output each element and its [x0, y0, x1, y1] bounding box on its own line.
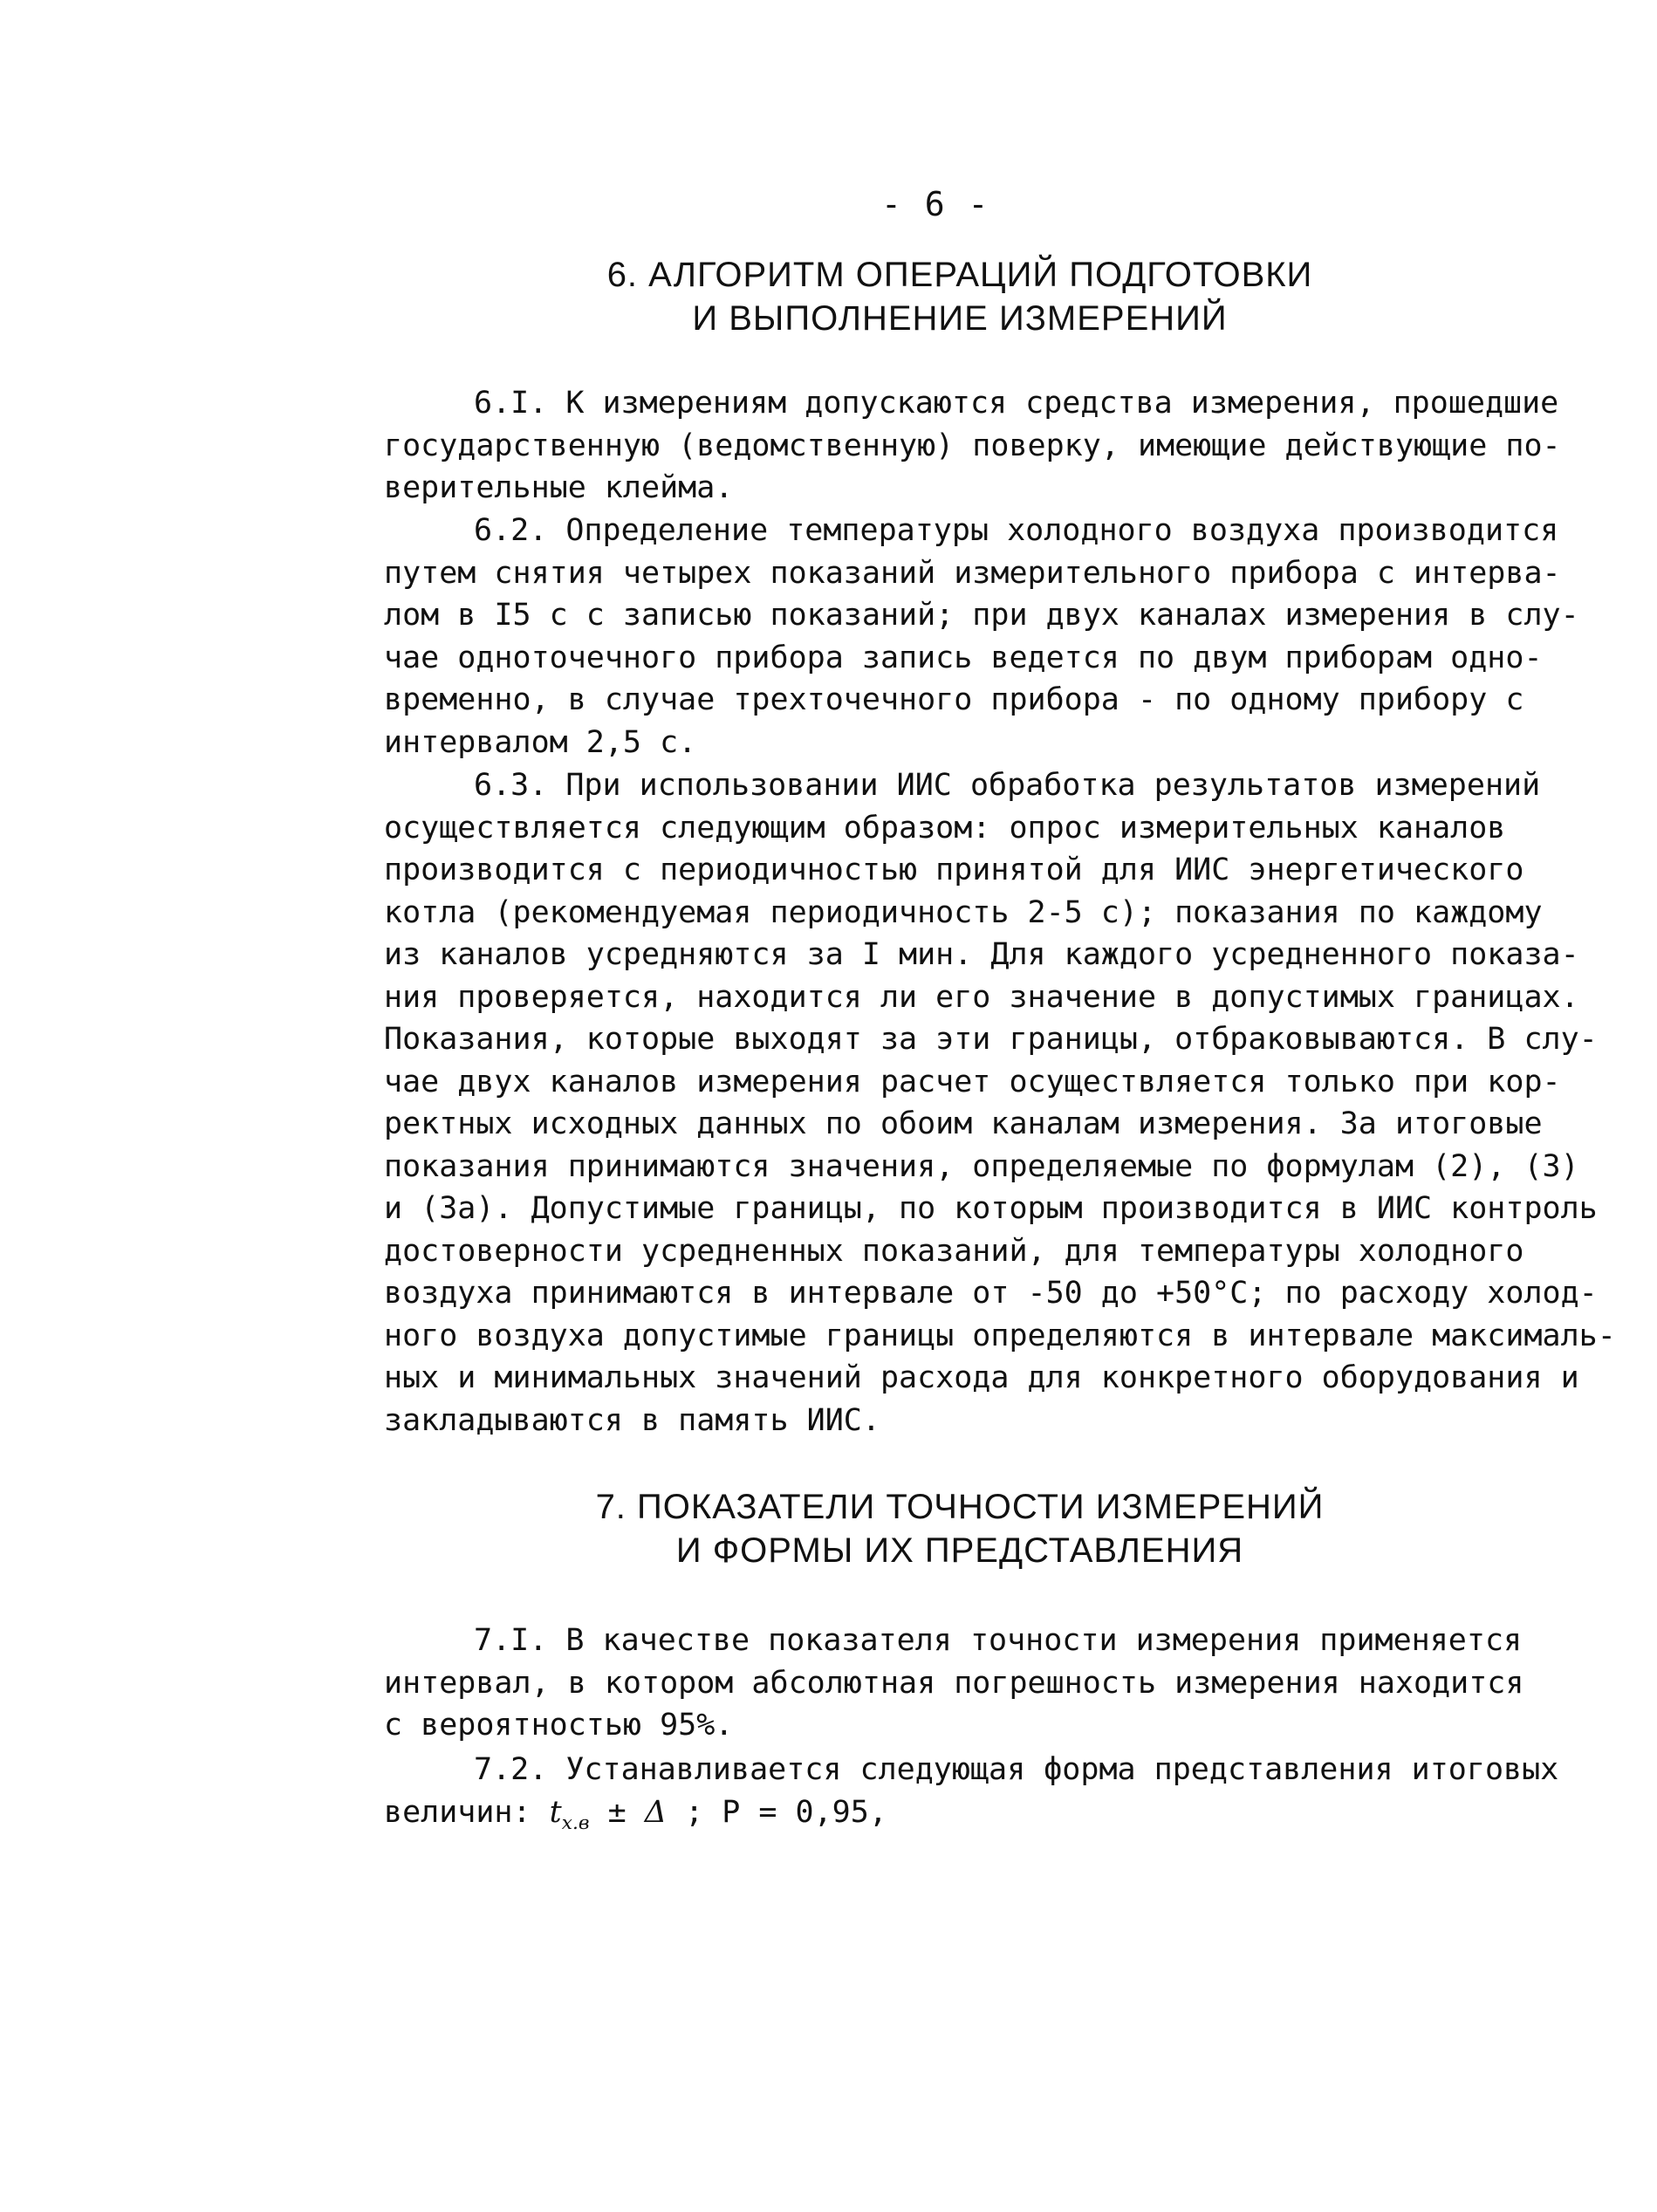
text-line: котла (рекомендуемая периодичность 2-5 с); показания по каждому — [384, 894, 1543, 930]
text-line: 7.2. Устанавливается следующая форма представления итоговых — [474, 1752, 1559, 1787]
text-line: верительные клейма. — [384, 470, 734, 505]
text-line: государственную (ведомственную) поверку, имеющие действующие по- — [384, 428, 1561, 463]
section-7-heading-line: 7. ПОКАЗАТЕЛИ ТОЧНОСТИ ИЗМЕРЕНИЙ — [595, 1488, 1325, 1526]
text-line: 7.I. В качестве показателя точности измерения применяется — [474, 1623, 1523, 1658]
text-line: лом в I5 с с записью показаний; при двух каналах измерения в слу- — [384, 598, 1579, 633]
formula-variable: t — [549, 1794, 562, 1830]
text-line: 6.2. Определение температуры холодного воздуха производится — [474, 513, 1559, 548]
text-line: Показания, которые выходят за эти границы, отбраковываются. В слу- — [384, 1022, 1598, 1057]
text-line: показания принимаются значения, определяемые по формулам (2), (3) — [384, 1148, 1579, 1184]
delta-symbol: Δ — [644, 1794, 667, 1830]
text-line: из каналов усредняются за I мин. Для каждого усредненного показа- — [384, 937, 1579, 972]
text-line: ного воздуха допустимые границы определяются в интервале максималь- — [384, 1318, 1616, 1353]
text-line: закладываются в память ИИС. — [384, 1402, 880, 1438]
text-line: 6.3. При использовании ИИС обработка результатов измерений — [474, 768, 1541, 803]
text-line: чае одноточечного прибора запись ведется по двум приборам одно- — [384, 640, 1543, 675]
formula-prefix: величин: — [384, 1794, 550, 1830]
section-6-heading-line: И ВЫПОЛНЕНИЕ ИЗМЕРЕНИЙ — [692, 299, 1228, 338]
text-line: производится с периодичностью принятой для ИИС энергетического — [384, 853, 1524, 887]
section-7-heading-line: И ФОРМЫ ИХ ПРЕДСТАВЛЕНИЯ — [675, 1531, 1244, 1570]
text-line: воздуха принимаются в интервале от -50 до +50°С; по расходу холод- — [384, 1276, 1598, 1311]
text-line: достоверности усредненных показаний, для температуры холодного — [384, 1233, 1524, 1269]
text-line: временно, в случае трехточечного прибора - по одному прибору с — [384, 682, 1524, 717]
text-line: осуществляется следующим образом: опрос измерительных каналов — [384, 810, 1506, 846]
text-line: путем снятия четырех показаний измерительного прибора с интерва- — [384, 555, 1561, 591]
text-line: 6.I. К измерениям допускаются средства измерения, прошедшие — [474, 386, 1559, 421]
text-line: и (3а). Допустимые границы, по которым производится в ИИС контроль — [384, 1191, 1598, 1226]
paragraph-7-1 — [384, 1620, 1553, 1747]
section-6-heading — [524, 253, 1396, 340]
plus-minus-sign: ± — [607, 1794, 627, 1830]
text-line: ния проверяется, находится ли его значение в допустимых границах. — [384, 979, 1579, 1015]
text-line: интервалом 2,5 с. — [384, 724, 697, 760]
text-line: с вероятностью 95%. — [384, 1708, 734, 1743]
paragraph-6-2 — [384, 510, 1579, 764]
section-7-heading — [524, 1485, 1396, 1572]
paragraph-6-1 — [384, 382, 1561, 510]
formula-subscript: х.в — [561, 1811, 590, 1834]
paragraph-6-3 — [384, 764, 1616, 1442]
text-line: ных и минимальных значений расхода для конкретного оборудования и — [384, 1360, 1579, 1395]
paragraph-7-2 — [384, 1749, 1559, 1834]
text-line: ректных исходных данных по обоим каналам измерения. За итоговые — [384, 1106, 1543, 1141]
text-line: чае двух каналов измерения расчет осуществляется только при кор- — [384, 1064, 1561, 1099]
formula-suffix: ; Р = 0,95, — [685, 1794, 887, 1830]
formula-line — [384, 1791, 1553, 1834]
section-6-heading-line: 6. АЛГОРИТМ ОПЕРАЦИЙ ПОДГОТОВКИ — [606, 256, 1313, 294]
text-line: интервал, в котором абсолютная погрешность измерения находится — [384, 1665, 1524, 1701]
page-number: - 6 - — [881, 185, 990, 223]
